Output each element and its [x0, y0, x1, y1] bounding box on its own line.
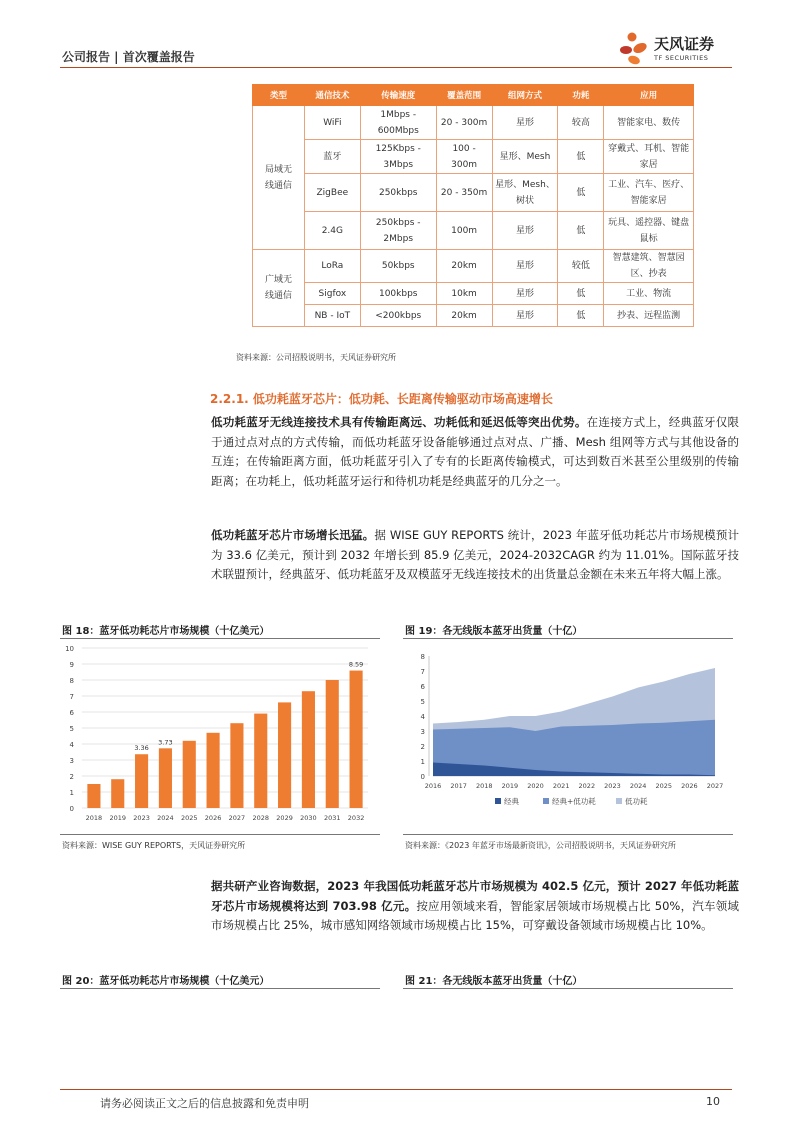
type-cell: 广域无线通信: [253, 250, 305, 327]
col-header: 通信技术: [304, 85, 360, 106]
x-tick-label: 2028: [252, 814, 270, 822]
table-cell: 低: [558, 140, 604, 174]
type-cell: 局域无线通信: [253, 106, 305, 250]
table-cell: 抄表、远程监测: [604, 305, 694, 327]
paragraph-2: [211, 526, 739, 585]
fig18-source: 资料来源：WISE GUY REPORTS，天风证券研究所: [62, 841, 246, 850]
table-cell: 低: [558, 174, 604, 212]
bar: [326, 680, 339, 808]
x-tick-label: 2029: [276, 814, 293, 822]
table-cell: LoRa: [304, 250, 360, 283]
table-cell: 100kbps: [360, 283, 436, 305]
table-cell: 蓝牙: [304, 140, 360, 174]
fig19-source: 资料来源：《2023 年蓝牙市场最新资讯》，公司招股说明书，天风证券研究所: [405, 841, 676, 850]
x-tick-label: 2021: [552, 782, 570, 790]
x-tick-label: 2031: [323, 814, 341, 822]
x-tick-label: 2016: [424, 782, 442, 790]
x-tick-label: 2018: [85, 814, 103, 822]
bar: [183, 741, 196, 808]
table-cell: <200kbps: [360, 305, 436, 327]
data-label: 8.59: [348, 660, 364, 669]
table-cell: 玩具、遥控器、键盘鼠标: [604, 212, 694, 250]
x-tick-label: 2030: [300, 814, 317, 822]
y-tick-label: 1: [69, 789, 74, 797]
data-label: 3.36: [134, 744, 149, 753]
table-cell: 智能家电、数传: [604, 106, 694, 140]
table-cell: 250kbps: [360, 174, 436, 212]
table-cell: 100 - 300m: [436, 140, 492, 174]
fig18-bottom-rule: [60, 834, 380, 835]
table-cell: 125Kbps - 3Mbps: [360, 140, 436, 174]
paragraph-1-body: 在连接方式上，经典蓝牙仅限于通过点对点的方式传输，而低功耗蓝牙设备能够通过点对点、广播、Mesh 组网等方式与其他设备的互连；在传输距离方面，低功耗蓝牙引入了专有的长距离传输模式，可达到数百米甚至公里级别的传输距离；在功耗上，低功耗蓝牙运行和待机功耗是经典蓝牙的几分之一。: [211, 415, 740, 488]
table-cell: WiFi: [304, 106, 360, 140]
y-tick-label: 5: [69, 725, 74, 733]
y-tick-label: 7: [420, 668, 425, 676]
table-row: [253, 212, 694, 250]
table-cell: 星形: [492, 212, 558, 250]
fig18-title: 图 18：蓝牙低功耗芯片市场规模（十亿美元）: [62, 626, 270, 637]
table-cell: 低: [558, 212, 604, 250]
legend-swatch: [495, 798, 501, 804]
legend-label: 低功耗: [625, 797, 648, 806]
x-tick-label: 2019: [501, 782, 519, 790]
col-header: 覆盖范围: [436, 85, 492, 106]
y-tick-label: 6: [69, 709, 74, 717]
col-header: 功耗: [558, 85, 604, 106]
x-tick-label: 2032: [347, 814, 365, 822]
paragraph-2-lead: 低功耗蓝牙芯片市场增长迅猛。: [211, 528, 375, 542]
x-tick-label: 2023: [133, 814, 150, 822]
y-tick-label: 2: [420, 743, 425, 751]
bar: [159, 748, 172, 808]
table-row: [253, 283, 694, 305]
table-cell: 1Mbps - 600Mbps: [360, 106, 436, 140]
table-cell: 20 - 350m: [436, 174, 492, 212]
col-header: 组网方式: [492, 85, 558, 106]
table-cell: 星形: [492, 283, 558, 305]
fig18-top-rule: [60, 638, 380, 639]
y-tick-label: 4: [420, 713, 425, 721]
x-tick-label: 2025: [655, 782, 673, 790]
y-tick-label: 3: [69, 757, 74, 765]
paragraph-3-lead: 据共研产业咨询数据，2023 年我国低功耗蓝牙芯片市场规模为 402.5 亿元，预计 2027 年低功耗蓝牙芯片市场规模将达到 703.98 亿元。: [211, 879, 739, 913]
table-cell: 低: [558, 283, 604, 305]
y-tick-label: 4: [69, 741, 74, 749]
legend-swatch: [543, 798, 549, 804]
bar: [87, 784, 100, 808]
x-tick-label: 2022: [578, 782, 596, 790]
table-cell: 星形: [492, 305, 558, 327]
table-source: 资料来源：公司招股说明书，天风证券研究所: [236, 353, 396, 362]
table-cell: NB - IoT: [304, 305, 360, 327]
y-tick-label: 1: [420, 758, 425, 766]
fig21-title: 图 21：各无线版本蓝牙出货量（十亿）: [405, 976, 583, 987]
x-tick-label: 2027: [228, 814, 246, 822]
bar: [278, 702, 291, 808]
table-row: [253, 140, 694, 174]
table-cell: 工业、汽车、医疗、智能家居: [604, 174, 694, 212]
fig20-top-rule: [60, 988, 380, 989]
fig19-title: 图 19：各无线版本蓝牙出货量（十亿）: [405, 626, 583, 637]
bar: [207, 733, 220, 808]
table-cell: 穿戴式、耳机、智能家居: [604, 140, 694, 174]
table-cell: 20km: [436, 250, 492, 283]
table-cell: 10km: [436, 283, 492, 305]
table-cell: 星形: [492, 250, 558, 283]
col-header: 类型: [253, 85, 305, 106]
table-row: [253, 250, 694, 283]
logo-mark-icon: [620, 28, 656, 68]
y-tick-label: 9: [69, 661, 74, 669]
page-number: 10: [706, 1095, 720, 1108]
paragraph-3-body: 按应用领域来看，智能家居领域市场规模占比 50%，汽车领域市场规模占比 25%，城市感知网络领域市场规模占比 15%，可穿戴设备领域市场规模占比 10%。: [211, 898, 739, 932]
table-cell: 2.4G: [304, 212, 360, 250]
y-tick-label: 5: [420, 698, 425, 706]
x-tick-label: 2026: [681, 782, 698, 790]
paragraph-1-lead: 低功耗蓝牙无线连接技术具有传输距离远、功耗低和延迟低等突出优势。: [211, 415, 587, 429]
table-cell: 20 - 300m: [436, 106, 492, 140]
section-title: 2.2.1. 低功耗蓝牙芯片：低功耗、长距离传输驱动市场高速增长: [210, 392, 553, 406]
disclaimer-text: 请务必阅读正文之后的信息披露和免责申明: [100, 1097, 309, 1110]
y-tick-label: 7: [69, 693, 74, 701]
table-cell: 250kbps - 2Mbps: [360, 212, 436, 250]
bar: [230, 723, 243, 808]
footer-divider: [60, 1089, 732, 1090]
wireless-comparison-table: [252, 84, 694, 327]
table-cell: 智慧建筑、智慧园区、抄表: [604, 250, 694, 283]
table-cell: 低: [558, 305, 604, 327]
bar: [111, 779, 124, 808]
table-cell: 较低: [558, 250, 604, 283]
y-tick-label: 6: [420, 683, 425, 691]
paragraph-3: [211, 877, 739, 936]
table-cell: ZigBee: [304, 174, 360, 212]
report-type-header: 公司报告 | 首次覆盖报告: [62, 50, 195, 64]
x-tick-label: 2018: [475, 782, 493, 790]
fig20-title: 图 20：蓝牙低功耗芯片市场规模（十亿美元）: [62, 976, 270, 987]
table-cell: 较高: [558, 106, 604, 140]
x-tick-label: 2024: [157, 814, 174, 822]
table-cell: 星形、Mesh: [492, 140, 558, 174]
y-tick-label: 8: [420, 653, 425, 661]
y-tick-label: 3: [420, 728, 425, 736]
paragraph-1: [211, 413, 739, 491]
x-tick-label: 2026: [204, 814, 222, 822]
y-tick-label: 2: [69, 773, 74, 781]
bar: [254, 714, 267, 808]
logo-text-cn: 天风证券: [654, 35, 715, 53]
y-tick-label: 10: [65, 645, 74, 653]
table-cell: 星形、Mesh、树状: [492, 174, 558, 212]
legend-label: 经典+低功耗: [552, 797, 596, 806]
legend-label: 经典: [504, 797, 519, 806]
table-row: [253, 174, 694, 212]
table-cell: 20km: [436, 305, 492, 327]
x-tick-label: 2017: [450, 782, 467, 790]
y-tick-label: 0: [420, 773, 425, 781]
table-header-row: [253, 85, 694, 106]
fig18-bar-chart: [60, 640, 380, 828]
y-tick-label: 0: [69, 805, 74, 813]
fig19-top-rule: [403, 638, 733, 639]
x-tick-label: 2019: [109, 814, 127, 822]
header-divider: [60, 67, 732, 68]
fig19-bottom-rule: [403, 834, 733, 835]
x-tick-label: 2024: [629, 782, 647, 790]
logo-text-en: TF SECURITIES: [654, 54, 709, 62]
bar: [302, 691, 315, 808]
table-cell: 50kbps: [360, 250, 436, 283]
paragraph-2-body: 据 WISE GUY REPORTS 统计，2023 年蓝牙低功耗芯片市场规模预计为 33.6 亿美元，预计到 2032 年增长到 85.9 亿美元，2024-2032CAGR 约为 11.01%。国际蓝牙技术联盟预计，经典蓝牙、低功耗蓝牙及双模蓝牙无线连接技术的出货量总金额在未来五年将大幅上涨。: [211, 528, 739, 581]
bar: [350, 671, 363, 808]
x-tick-label: 2027: [706, 782, 724, 790]
bar: [135, 754, 148, 808]
y-tick-label: 8: [69, 677, 74, 685]
x-tick-label: 2023: [604, 782, 621, 790]
table-cell: Sigfox: [304, 283, 360, 305]
col-header: 传输速度: [360, 85, 436, 106]
table-cell: 星形: [492, 106, 558, 140]
col-header: 应用: [604, 85, 694, 106]
data-label: 3.73: [158, 738, 173, 747]
table-row: [253, 305, 694, 327]
fig21-top-rule: [403, 988, 733, 989]
table-cell: 工业、物流: [604, 283, 694, 305]
fig19-area-chart: [403, 648, 733, 814]
legend-swatch: [616, 798, 622, 804]
x-tick-label: 2020: [527, 782, 544, 790]
x-tick-label: 2025: [180, 814, 198, 822]
table-row: [253, 106, 694, 140]
table-cell: 100m: [436, 212, 492, 250]
